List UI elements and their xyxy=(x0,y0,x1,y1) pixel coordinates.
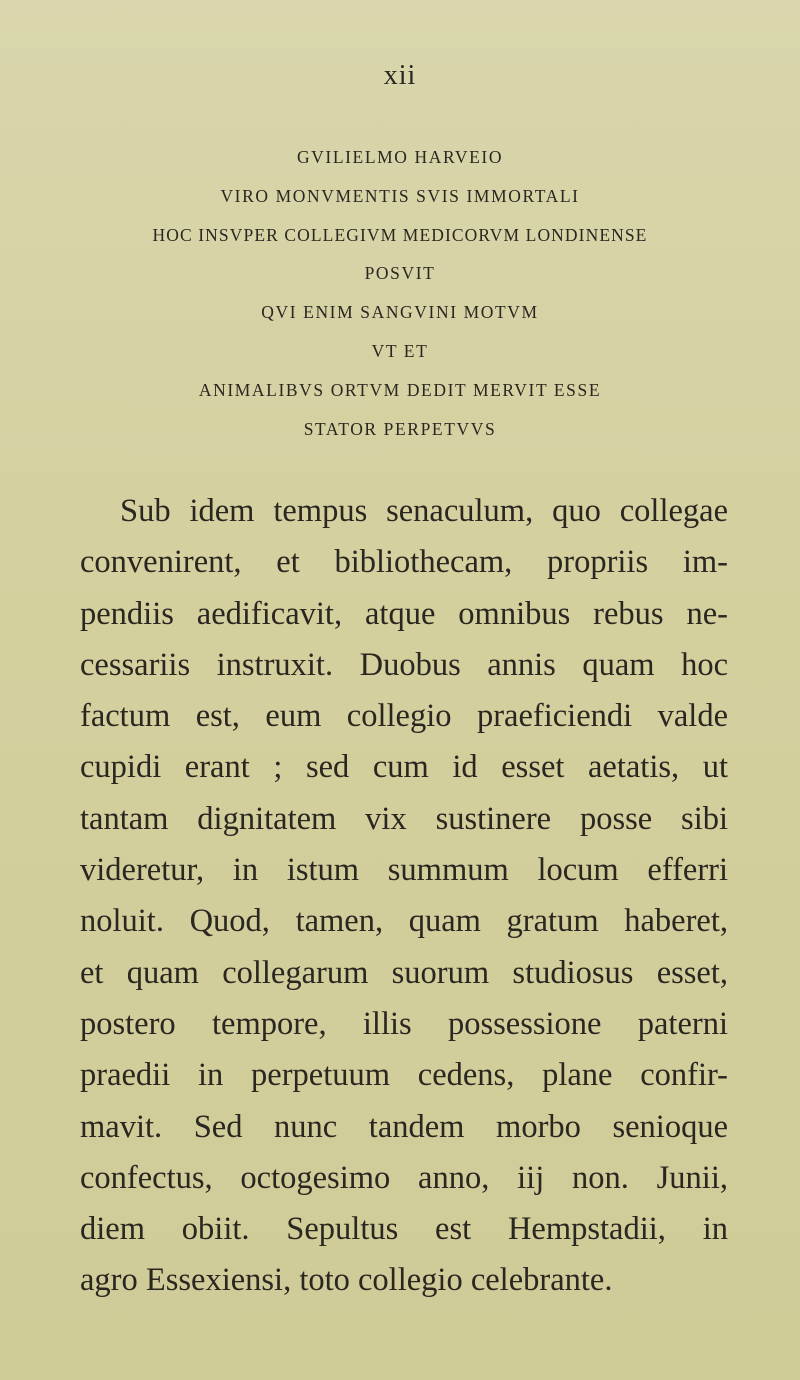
page-number: xii xyxy=(383,60,417,91)
inscription-line: GVILIELMO HARVEIO xyxy=(296,147,504,167)
paragraph-line: tantam dignitatem vix sustinere posse sibi xyxy=(80,800,728,837)
memorial-inscription xyxy=(0,142,800,452)
inscription-line: VIRO MONVMENTIS SVIS IMMORTALI xyxy=(220,185,580,206)
paragraph-line: confectus, octogesimo anno, iij non. Junii, xyxy=(80,1159,728,1196)
paragraph-line: praedii in perpetuum cedens, plane confir- xyxy=(80,1057,728,1094)
paragraph-line: pendiis aedificavit, atque omnibus rebus ne- xyxy=(80,595,728,632)
paragraph-line: cupidi erant ; sed cum id esset aetatis, ut xyxy=(80,749,728,786)
paragraph-line: noluit. Quod, tamen, quam gratum haberet, xyxy=(80,903,728,940)
paragraph-line: videretur, in istum summum locum efferri xyxy=(80,852,728,889)
inscription-line: ANIMALIBVS ORTVM DEDIT MERVIT ESSE xyxy=(198,379,602,400)
paragraph-line: cessariis instruxit. Duobus annis quam hoc xyxy=(80,646,728,683)
inscription-line: POSVIT xyxy=(364,263,436,284)
paragraph-line: postero tempore, illis possessione paterni xyxy=(80,1005,728,1042)
inscription-line: STATOR PERPETVVS xyxy=(303,418,497,439)
body-paragraph xyxy=(80,490,728,1311)
paragraph-line: Sub idem tempus senaculum, quo collegae xyxy=(120,493,728,529)
inscription-line: HOC INSVPER COLLEGIVM MEDICORVM LONDINENSE xyxy=(152,224,648,245)
paragraph-line: diem obiit. Sepultus est Hempstadii, in xyxy=(80,1211,728,1248)
paragraph-line: agro Essexiensi, toto collegio celebrante. xyxy=(80,1262,613,1299)
paragraph-line: mavit. Sed nunc tandem morbo senioque xyxy=(80,1108,728,1145)
paragraph-line: et quam collegarum suorum studiosus esset, xyxy=(80,954,728,991)
inscription-line: QVI ENIM SANGVINI MOTVM xyxy=(261,302,539,323)
inscription-line: VT ET xyxy=(371,340,429,361)
paragraph-line: factum est, eum collegio praeficiendi valde xyxy=(80,698,728,735)
paragraph-line: convenirent, et bibliothecam, propriis im- xyxy=(80,544,728,581)
